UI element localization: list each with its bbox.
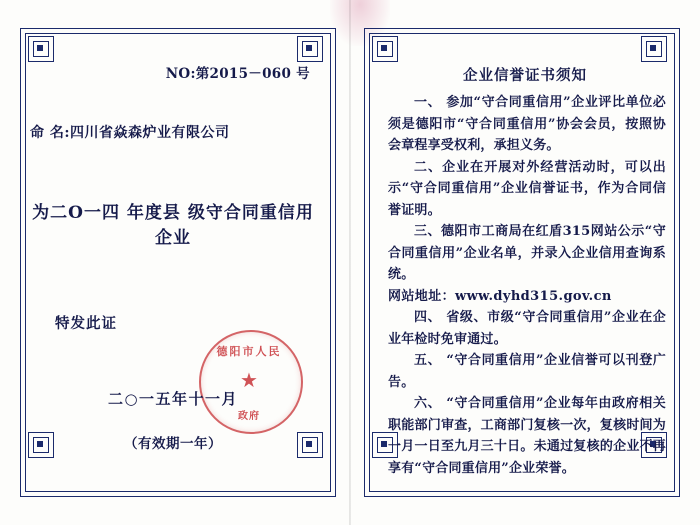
corner-ornament-icon [28, 36, 54, 62]
corner-ornament-icon [372, 36, 398, 62]
seal-top-text: 德阳市人民 [216, 345, 282, 358]
certificate-right-page [350, 0, 700, 525]
notice-paragraph-2: 二、企业在开展对外经营活动时，可以出示“守合同重信用”企业信誉证书，作为合同信誉证明。 [388, 159, 666, 218]
notice-paragraph-5: 五、 “守合同重信用”企业信誉可以刊登广告。 [388, 353, 666, 390]
corner-ornament-icon [641, 36, 667, 62]
notice-paragraph-6: 六、 “守合同重信用”企业每年由政府相关职能部门审查，工商部门复核一次，复核时间为一月一日至九月三十日。未通过复核的企业不再享有“守合同重信用”企业荣誉。 [388, 396, 666, 476]
award-statement: 特发此证 [55, 315, 117, 332]
company-name-line: 命 名:四川省焱森炉业有限公司 [30, 125, 230, 141]
notice-title: 企业信誉证书须知 [463, 67, 587, 84]
validity-note: （有效期一年） [124, 436, 222, 452]
corner-ornament-icon [297, 36, 323, 62]
certificate-number: NO:第2015－060 号 [165, 66, 310, 82]
notice-website-line: 网站地址：www.dyhd315.gov.cn [388, 288, 612, 304]
notice-body [388, 92, 666, 479]
red-official-seal-icon [199, 330, 303, 434]
notice-paragraph-4: 四、 省级、市级“守合同重信用”企业在企业年检时免审通过。 [388, 310, 666, 347]
notice-paragraph-1: 一、 参加“守合同重信用”企业评比单位必须是德阳市“守合同重信用”协会会员，按照协会章程享受权利，承担义务。 [388, 95, 666, 153]
issue-date: 二○一五年十一月 [107, 390, 239, 408]
seal-bottom-text: 政府 [238, 411, 260, 422]
certificate-main-title: 为二O一四 年度县 级守合同重信用企业 [32, 203, 314, 248]
notice-paragraph-3: 三、德阳市工商局在红盾315网站公示“守合同重信用”企业名单，并录入企业信用查询系统。 [388, 224, 666, 282]
seal-star-icon: ★ [240, 368, 258, 392]
